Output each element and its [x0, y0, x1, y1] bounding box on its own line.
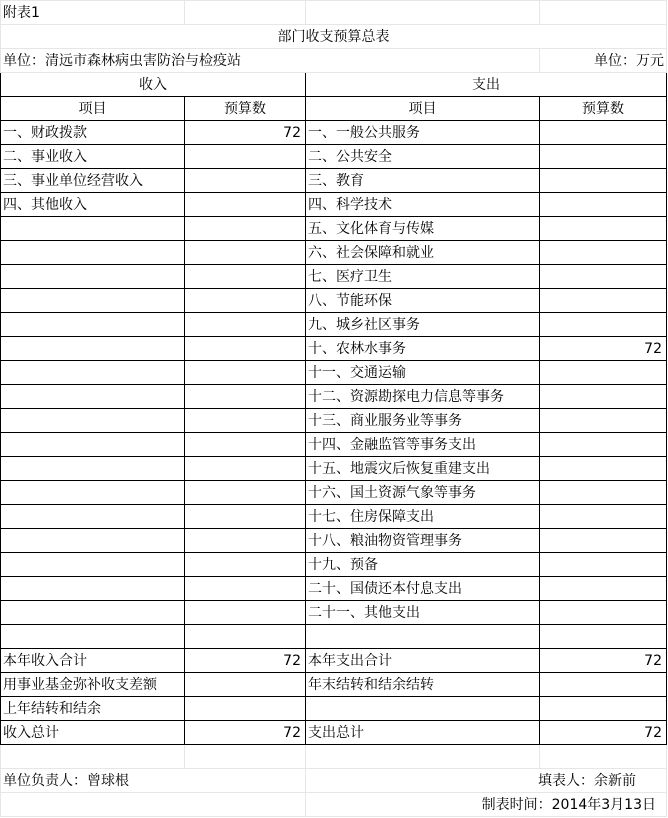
expense-value-cell	[540, 361, 667, 385]
income-value-cell	[185, 505, 306, 529]
expense-item-cell: 四、科学技术	[306, 193, 540, 217]
expense-value-cell: 72	[540, 337, 667, 361]
expense-item-cell: 二十、国债还本付息支出	[306, 577, 540, 601]
expense-value-cell	[540, 481, 667, 505]
income-value-cell	[185, 529, 306, 553]
table-row	[1, 169, 667, 193]
income-item-cell: 收入总计	[1, 721, 185, 745]
income-value-cell	[185, 193, 306, 217]
expense-item-cell: 十八、粮油物资管理事务	[306, 529, 540, 553]
income-item-cell: 二、事业收入	[1, 145, 185, 169]
expense-value-cell: 72	[540, 649, 667, 673]
page-title: 部门收支预算总表	[1, 25, 667, 49]
table-row	[1, 649, 667, 673]
income-value-cell	[185, 577, 306, 601]
income-item-cell	[1, 289, 185, 313]
table-row	[1, 529, 667, 553]
income-item-cell	[1, 481, 185, 505]
income-item-cell: 一、财政拨款	[1, 121, 185, 145]
income-value-cell	[185, 385, 306, 409]
expense-item-cell: 十五、地震灾后恢复重建支出	[306, 457, 540, 481]
income-item-cell	[1, 625, 185, 649]
income-item-header: 项目	[1, 97, 185, 121]
income-item-cell: 四、其他收入	[1, 193, 185, 217]
income-item-cell	[1, 385, 185, 409]
expense-value-cell	[540, 169, 667, 193]
table-row	[1, 553, 667, 577]
table-row	[1, 121, 667, 145]
expense-value-cell	[540, 289, 667, 313]
expense-value-cell	[540, 577, 667, 601]
expense-value-cell	[540, 265, 667, 289]
income-header: 收入	[1, 73, 306, 97]
attachment-label: 附表1	[1, 1, 185, 25]
income-item-cell	[1, 313, 185, 337]
income-value-cell	[185, 553, 306, 577]
expense-value-cell	[540, 121, 667, 145]
expense-value-cell	[540, 313, 667, 337]
income-value-cell	[185, 697, 306, 721]
expense-item-cell: 支出总计	[306, 721, 540, 745]
expense-item-cell: 五、文化体育与传媒	[306, 217, 540, 241]
expense-value-cell	[540, 673, 667, 697]
income-item-cell: 本年收入合计	[1, 649, 185, 673]
table-row	[1, 697, 667, 721]
income-item-cell	[1, 265, 185, 289]
expense-item-cell: 十九、预备	[306, 553, 540, 577]
expense-value-cell	[540, 601, 667, 625]
date-row	[1, 793, 667, 817]
income-item-cell	[1, 217, 185, 241]
expense-item-cell: 一、一般公共服务	[306, 121, 540, 145]
table-row	[1, 361, 667, 385]
income-item-cell	[1, 505, 185, 529]
table-row	[1, 241, 667, 265]
table-row	[1, 265, 667, 289]
table-row	[1, 625, 667, 649]
income-value-cell	[185, 433, 306, 457]
table-row	[1, 481, 667, 505]
expense-value-cell	[540, 505, 667, 529]
income-item-cell	[1, 337, 185, 361]
table-row	[1, 385, 667, 409]
income-item-cell	[1, 529, 185, 553]
expense-item-cell: 九、城乡社区事务	[306, 313, 540, 337]
expense-item-cell: 十七、住房保障支出	[306, 505, 540, 529]
expense-value-cell	[540, 457, 667, 481]
expense-value-cell	[540, 385, 667, 409]
expense-value-cell	[540, 553, 667, 577]
income-item-cell: 上年结转和结余	[1, 697, 185, 721]
filler-person: 填表人：余新前	[306, 769, 667, 793]
income-value-cell: 72	[185, 649, 306, 673]
income-item-cell	[1, 409, 185, 433]
expense-item-cell: 十四、金融监管等事务支出	[306, 433, 540, 457]
income-item-cell	[1, 601, 185, 625]
responsible-person: 单位负责人：曾球根	[1, 769, 306, 793]
expense-budget-header: 预算数	[540, 97, 667, 121]
table-row	[1, 145, 667, 169]
table-row	[1, 217, 667, 241]
income-value-cell	[185, 289, 306, 313]
spacer-row	[1, 745, 667, 769]
table-row	[1, 433, 667, 457]
income-value-cell	[185, 241, 306, 265]
column-header-row	[1, 97, 667, 121]
expense-item-cell: 二、公共安全	[306, 145, 540, 169]
title-row	[1, 25, 667, 49]
expense-item-header: 项目	[306, 97, 540, 121]
unit-organization: 单位：清远市森林病虫害防治与检疫站	[1, 49, 540, 73]
expense-item-cell: 三、教育	[306, 169, 540, 193]
income-value-cell	[185, 217, 306, 241]
table-row	[1, 601, 667, 625]
unit-row	[1, 49, 667, 73]
expense-value-cell	[540, 217, 667, 241]
table-row	[1, 505, 667, 529]
income-item-cell: 三、事业单位经营收入	[1, 169, 185, 193]
income-value-cell	[185, 481, 306, 505]
income-item-cell	[1, 433, 185, 457]
expense-item-cell	[306, 625, 540, 649]
income-item-cell	[1, 577, 185, 601]
expense-item-cell: 十六、国土资源气象等事务	[306, 481, 540, 505]
expense-value-cell	[540, 625, 667, 649]
expense-item-cell: 十三、商业服务业等事务	[306, 409, 540, 433]
expense-item-cell: 年末结转和结余结转	[306, 673, 540, 697]
income-item-cell	[1, 553, 185, 577]
expense-item-cell: 十二、资源勘探电力信息等事务	[306, 385, 540, 409]
signature-row	[1, 769, 667, 793]
table-row	[1, 577, 667, 601]
income-value-cell	[185, 145, 306, 169]
income-item-cell	[1, 241, 185, 265]
income-value-cell: 72	[185, 121, 306, 145]
expense-header: 支出	[306, 73, 667, 97]
expense-value-cell	[540, 241, 667, 265]
unit-currency: 单位：万元	[540, 49, 667, 73]
expense-value-cell	[540, 193, 667, 217]
income-value-cell	[185, 625, 306, 649]
expense-item-cell: 七、医疗卫生	[306, 265, 540, 289]
expense-item-cell	[306, 697, 540, 721]
income-value-cell	[185, 313, 306, 337]
table-row	[1, 673, 667, 697]
section-header-row	[1, 73, 667, 97]
expense-item-cell: 六、社会保障和就业	[306, 241, 540, 265]
expense-item-cell: 十、农林水事务	[306, 337, 540, 361]
income-value-cell	[185, 457, 306, 481]
expense-value-cell	[540, 529, 667, 553]
income-item-cell	[1, 457, 185, 481]
income-budget-header: 预算数	[185, 97, 306, 121]
table-row	[1, 289, 667, 313]
income-value-cell	[185, 265, 306, 289]
prepared-date: 制表时间：2014年3月13日	[306, 793, 667, 817]
table-row	[1, 457, 667, 481]
income-value-cell	[185, 673, 306, 697]
attachment-row	[1, 1, 667, 25]
expense-value-cell	[540, 697, 667, 721]
table-row	[1, 313, 667, 337]
income-value-cell: 72	[185, 721, 306, 745]
income-value-cell	[185, 169, 306, 193]
expense-value-cell	[540, 409, 667, 433]
table-row	[1, 721, 667, 745]
expense-item-cell: 二十一、其他支出	[306, 601, 540, 625]
income-value-cell	[185, 601, 306, 625]
expense-item-cell: 十一、交通运输	[306, 361, 540, 385]
table-row	[1, 193, 667, 217]
expense-item-cell: 本年支出合计	[306, 649, 540, 673]
table-row	[1, 409, 667, 433]
income-value-cell	[185, 409, 306, 433]
table-row	[1, 337, 667, 361]
expense-value-cell: 72	[540, 721, 667, 745]
expense-value-cell	[540, 145, 667, 169]
expense-item-cell: 八、节能环保	[306, 289, 540, 313]
income-item-cell: 用事业基金弥补收支差额	[1, 673, 185, 697]
income-value-cell	[185, 337, 306, 361]
income-value-cell	[185, 361, 306, 385]
income-item-cell	[1, 361, 185, 385]
expense-value-cell	[540, 433, 667, 457]
